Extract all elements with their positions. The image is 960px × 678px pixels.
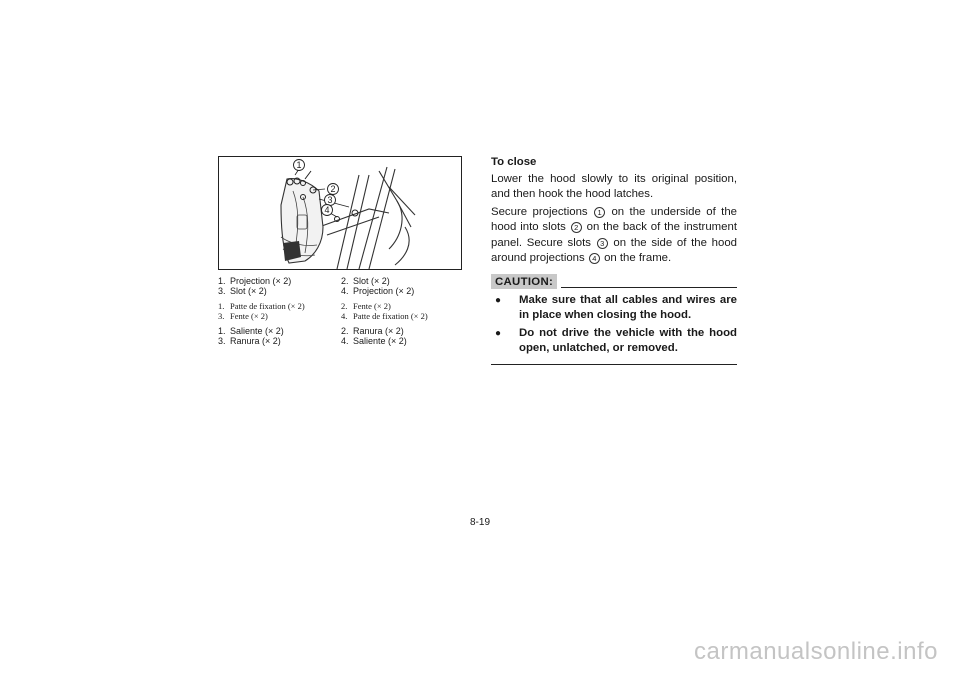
legend-item <box>218 311 341 321</box>
callout-ref-3: 3 <box>597 238 608 249</box>
legend-text: Patte de fixation (× 2) <box>353 311 428 321</box>
para-text: on the side of the hood around projections <box>491 236 738 264</box>
legend-num: 1. <box>218 326 226 336</box>
caution-end-rule <box>491 364 737 365</box>
watermark: carmanualsonline.info <box>694 638 938 665</box>
legend-text: Projection (× 2) <box>230 276 292 286</box>
legend-num: 4. <box>341 286 349 296</box>
paragraph-lower-hood: Lower the hood slowly to its original position, and then hook the hood latches. <box>491 172 737 200</box>
legend-num: 2. <box>341 326 349 336</box>
legend-french <box>218 301 468 321</box>
legend-item <box>341 336 464 346</box>
para-text: on the frame. <box>604 252 672 264</box>
legend-text: Patte de fixation (× 2) <box>230 301 305 311</box>
legend-row <box>218 326 468 336</box>
callout-3-label: 3 <box>327 195 333 205</box>
legend-row <box>218 276 468 286</box>
legend-num: 1. <box>218 276 226 286</box>
bullet-icon: ● <box>495 327 502 339</box>
legend-item <box>341 276 464 286</box>
caution-item <box>491 326 737 357</box>
hood-illustration <box>218 156 462 270</box>
caution-rule <box>561 286 737 288</box>
legend-item <box>218 326 341 336</box>
legend-text: Fente (× 2) <box>230 311 268 321</box>
legend-num: 3. <box>218 286 226 296</box>
legend-text: Ranura (× 2) <box>230 336 281 346</box>
bullet-icon: ● <box>495 294 502 306</box>
legend-item <box>341 301 464 311</box>
para-text: Secure projections <box>491 205 588 218</box>
legend-text: Projection (× 2) <box>353 286 415 296</box>
caution-header <box>491 273 737 289</box>
legend-item <box>218 286 341 296</box>
legend-text: Ranura (× 2) <box>353 326 404 336</box>
caution-text: Make sure that all cables and wires are in place when closing the hood. <box>519 293 737 321</box>
caution-item <box>491 293 737 324</box>
paragraph-secure-projections <box>491 205 737 267</box>
callout-4-label: 4 <box>324 205 330 215</box>
legend-text: Fente (× 2) <box>353 301 391 311</box>
legend-num: 3. <box>218 336 226 346</box>
legend-item <box>218 276 341 286</box>
legend-num: 3. <box>218 311 225 321</box>
legend-item <box>341 326 464 336</box>
legend-text: Saliente (× 2) <box>230 326 284 336</box>
callout-2-label: 2 <box>330 184 336 194</box>
legend-english <box>218 276 468 296</box>
caution-list <box>491 293 737 357</box>
caution-text: Do not drive the vehicle with the hood open, unlatched, or removed. <box>519 326 737 354</box>
legend-text: Slot (× 2) <box>230 286 267 296</box>
para-text: on the underside of the hood into slots <box>491 205 737 233</box>
legend-text: Slot (× 2) <box>353 276 390 286</box>
legend-item <box>218 336 341 346</box>
callout-ref-2: 2 <box>571 222 582 233</box>
legend-row <box>218 336 468 346</box>
para-text: on the back of the instrument panel. Secure slots <box>491 221 737 249</box>
section-heading: To close <box>491 156 537 168</box>
legend-num: 2. <box>341 301 348 311</box>
instructions-column <box>491 155 737 365</box>
legend-num: 2. <box>341 276 349 286</box>
legend-num: 1. <box>218 301 225 311</box>
legend-row <box>218 301 468 311</box>
legend-row <box>218 286 468 296</box>
legend-text: Saliente (× 2) <box>353 336 407 346</box>
callout-ref-1: 1 <box>594 207 605 218</box>
caution-label: CAUTION: <box>491 274 557 289</box>
legend-num: 4. <box>341 311 348 321</box>
legend-num: 4. <box>341 336 349 346</box>
legend-item <box>218 301 341 311</box>
hood-drawing <box>219 157 461 269</box>
callout-1-label: 1 <box>296 160 302 170</box>
callout-ref-4: 4 <box>589 253 600 264</box>
legend-item <box>341 286 464 296</box>
legend-row <box>218 311 468 321</box>
page-number: 8-19 <box>469 517 490 528</box>
legend-spanish <box>218 326 468 346</box>
legend-item <box>341 311 464 321</box>
